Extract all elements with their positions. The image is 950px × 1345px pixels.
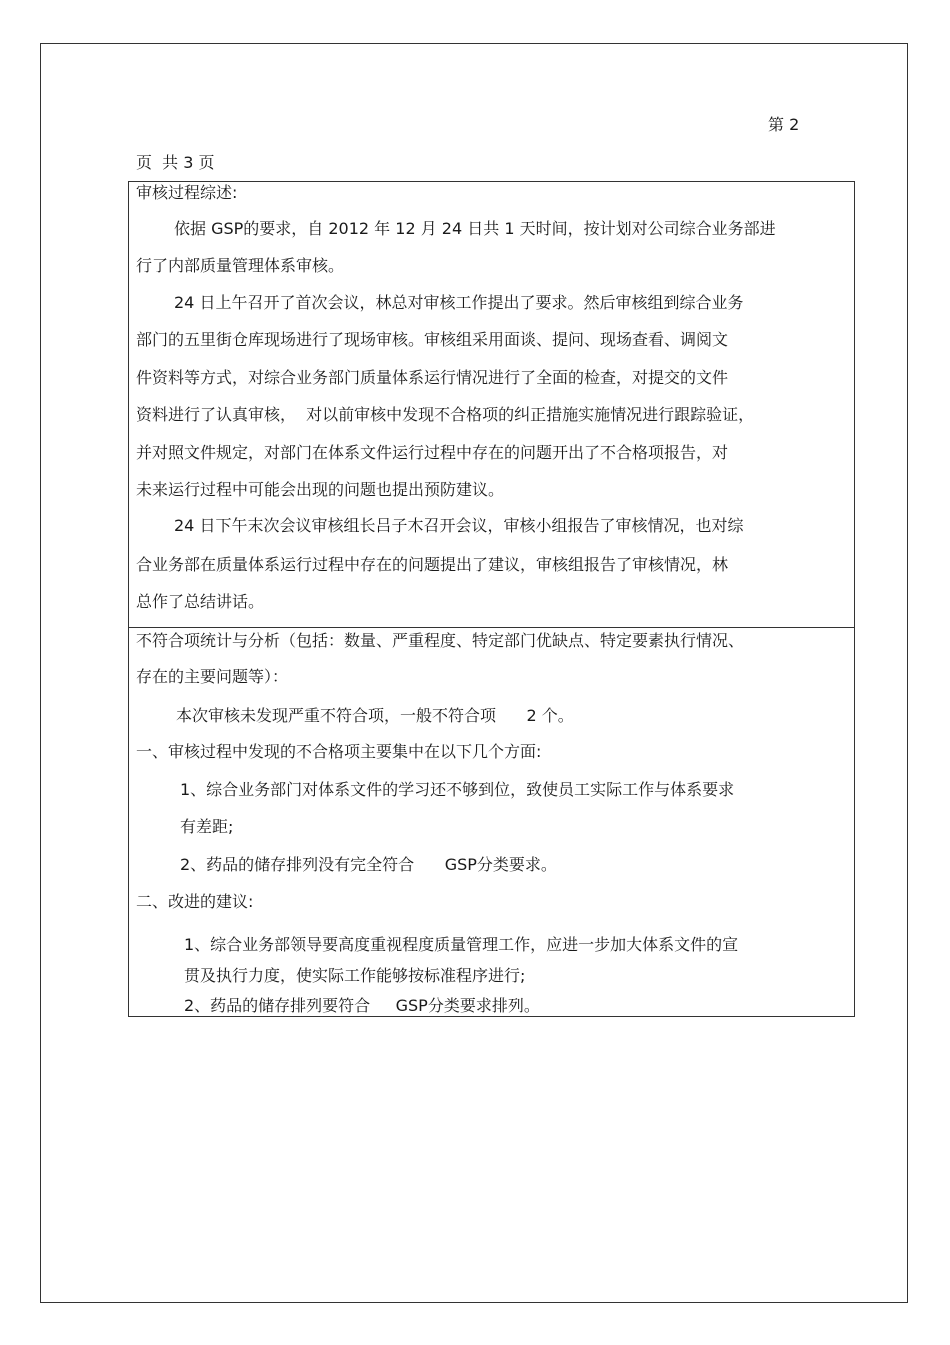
paragraph-line: 合业务部在质量体系运行过程中存在的问题提出了建议，审核组报告了审核情况，林	[136, 555, 729, 574]
finding-item: 有差距;	[180, 817, 234, 836]
findings-heading: 一、审核过程中发现的不合格项主要集中在以下几个方面:	[136, 742, 542, 761]
finding-item: 2、药品的储存排列没有完全符合 GSP分类要求。	[180, 855, 557, 874]
section2-title-line2: 存在的主要问题等）：	[136, 667, 289, 686]
paragraph-line: 24 日下午末次会议审核组长吕子木召开会议，审核小组报告了审核情况，也对综	[174, 516, 744, 535]
section2-title-line1: 不符合项统计与分析（包括：数量、严重程度、特定部门优缺点、特定要素执行情况、	[136, 631, 745, 650]
paragraph-line: 并对照文件规定，对部门在体系文件运行过程中存在的问题开出了不合格项报告，对	[136, 443, 729, 462]
page-number-part1: 第 2	[768, 115, 800, 134]
nonconformity-summary: 本次审核未发现严重不符合项，一般不符合项 2 个。	[176, 706, 574, 725]
paragraph-line: 依据 GSP的要求，自 2012 年 12 月 24 日共 1 天时间，按计划对公司综合业务部进	[174, 219, 776, 238]
paragraph-line: 行了内部质量管理体系审核。	[136, 256, 345, 275]
paragraph-line: 件资料等方式，对综合业务部门质量体系运行情况进行了全面的检查，对提交的文件	[136, 368, 729, 387]
paragraph-line: 部门的五里街仓库现场进行了现场审核。审核组采用面谈、提问、现场查看、调阅文	[136, 330, 729, 349]
paragraph-line: 24 日上午召开了首次会议，林总对审核工作提出了要求。然后审核组到综合业务	[174, 293, 744, 312]
paragraph-line: 未来运行过程中可能会出现的问题也提出预防建议。	[136, 480, 505, 499]
suggestion-item: 1、综合业务部领导要高度重视程度质量管理工作，应进一步加大体系文件的宣	[184, 935, 739, 954]
suggestion-item: 2、药品的储存排列要符合 GSP分类要求排列。	[184, 996, 540, 1015]
paragraph-line: 总作了总结讲话。	[136, 592, 265, 611]
finding-item: 1、综合业务部门对体系文件的学习还不够到位，致使员工实际工作与体系要求	[180, 780, 735, 799]
paragraph-line: 资料进行了认真审核， 对以前审核中发现不合格项的纠正措施实施情况进行跟踪验证，	[136, 405, 755, 424]
page-number-part2: 页 共 3 页	[136, 153, 215, 172]
suggestions-heading: 二、改进的建议:	[136, 892, 254, 911]
section1-title: 审核过程综述:	[136, 183, 238, 202]
suggestion-item: 贯及执行力度，使实际工作能够按标准程序进行;	[184, 966, 526, 985]
